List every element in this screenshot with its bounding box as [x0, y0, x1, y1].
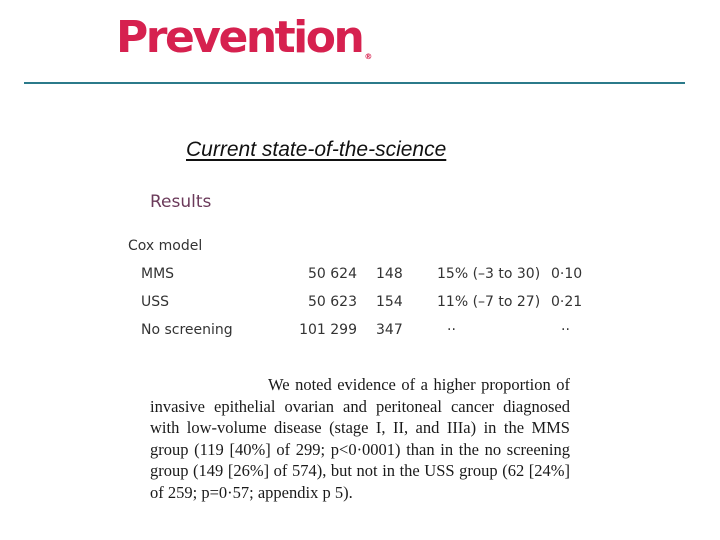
effect-cell: ·· — [447, 322, 456, 338]
header-divider — [24, 82, 685, 84]
events-cell: 154 — [376, 294, 403, 310]
n-cell: 101 299 — [299, 322, 357, 338]
group-cell: MMS — [141, 266, 175, 282]
brand-logo — [116, 12, 372, 63]
table-row — [0, 322, 720, 344]
n-cell: 50 623 — [308, 294, 357, 310]
p-value-cell: 0·21 — [551, 294, 583, 310]
group-cell: USS — [141, 294, 170, 310]
results-paragraph: We noted evidence of a higher proportion of invasive epithelial ovarian and peritoneal cancer diagnosed with low-volume disease (stage I, II, and IIIa) in the MMS group (119 [40%] of 299; p<0·0001) than in the no screening group (149 [26%] of 574), but not in the USS group (62 [24%] of 259; p=0·57; appendix p 5). — [150, 375, 570, 502]
p-value-cell: 0·10 — [551, 266, 583, 282]
table-label: Cox model — [128, 238, 203, 254]
results-heading: Results — [150, 192, 212, 212]
table-row — [0, 266, 720, 288]
effect-cell: 11% (–7 to 27) — [437, 294, 541, 310]
effect-cell: 15% (–3 to 30) — [437, 266, 541, 282]
slide-subtitle: Current state-of-the-science — [186, 138, 447, 161]
p-value-cell: ·· — [561, 322, 570, 338]
registered-mark: ® — [364, 52, 373, 61]
events-cell: 148 — [376, 266, 403, 282]
group-cell: No screening — [141, 322, 233, 338]
n-cell: 50 624 — [308, 266, 357, 282]
events-cell: 347 — [376, 322, 403, 338]
table-row — [0, 294, 720, 316]
brand-name: Prevention — [116, 12, 363, 63]
